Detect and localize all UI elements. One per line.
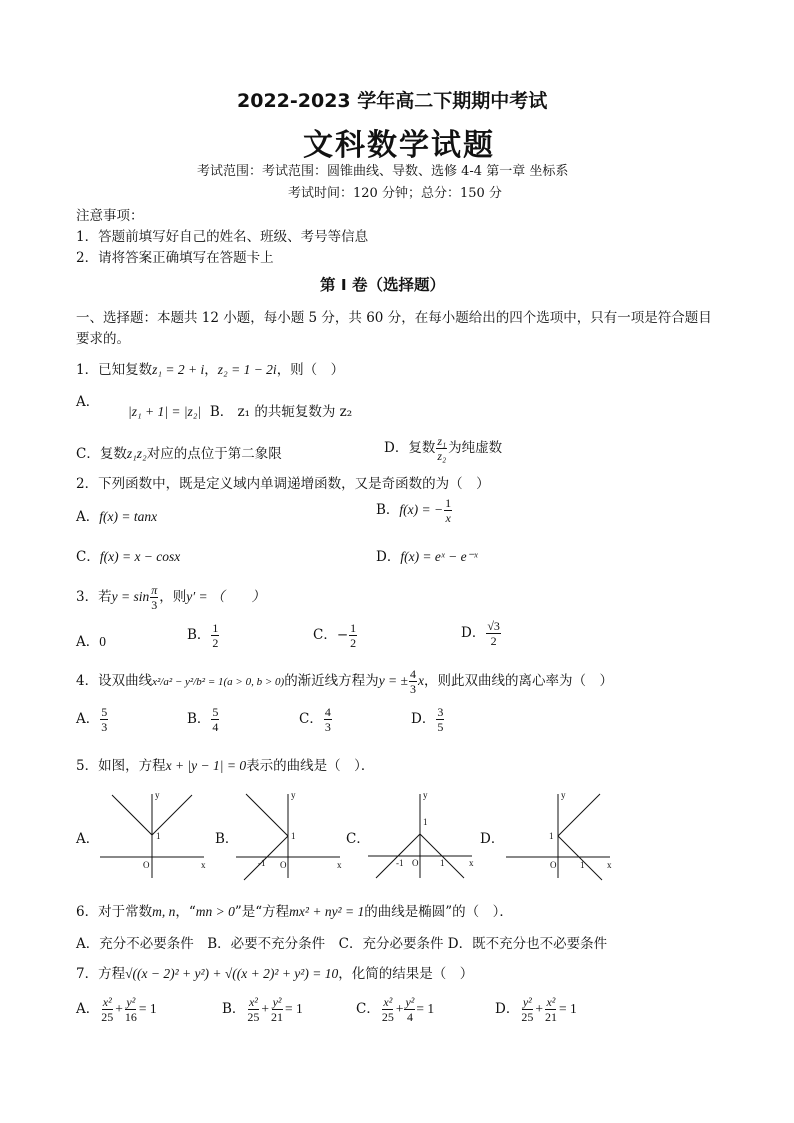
q5-option-b-label: B． [215, 831, 239, 847]
q7-stem: 7．方程√((x − 2)² + y²) + √((x + 2)² + y²) = 10，化简的结果是（ ） [76, 966, 474, 982]
q5-option-a-label: A． [76, 831, 100, 847]
graph-one-label: 1 [291, 831, 296, 841]
q5-graph-a [100, 790, 210, 882]
q7-option-d: D． $\frac{\text{y²}}{25}$ + $\frac{\text{x²}}{21}$ = 1 [495, 995, 577, 1024]
graph-y-label: y [423, 790, 428, 800]
graph-one-label: 1 [423, 817, 428, 827]
q3-option-a: A．0 [76, 634, 106, 650]
graph-origin-label: O [280, 860, 287, 870]
q4-stem: 4．设双曲线x²/a² − y²/b² = 1(a > 0, b > 0)的渐近线方程为y = ± $\frac{4}{3}$ x，则此双曲线的离心率为（ ） [76, 667, 613, 696]
notice-item-1: 1．答题前填写好自己的姓名、班级、考号等信息 [76, 229, 369, 245]
notice-item-2: 2．请将答案正确填写在答题卡上 [76, 250, 274, 266]
q1-stem: 1．已知复数z₁ = 2 + i，z₂ = 1 − 2i，则（ ） [76, 362, 345, 378]
graph-neg-one-label: -1 [396, 858, 404, 868]
q3-option-d: D． $\frac{√3}{2}$ [461, 619, 500, 648]
graph-origin-label: O [143, 860, 150, 870]
q1-option-c: C．复数z₁z₂对应的点位于第二象限 [76, 446, 282, 462]
q1-option-a-math: |z₁ + 1| = |z₂| [128, 404, 202, 419]
q5-graph-c [368, 790, 478, 882]
q4-option-b: B． $\frac{5}{4}$ [187, 705, 219, 734]
graph-one-label: 1 [156, 831, 161, 841]
q5-option-c-label: C． [346, 831, 370, 847]
q7-option-a: A． $\frac{\text{x²}}{25}$ + $\frac{\text{y²}}{16}$ = 1 [76, 995, 157, 1024]
graph-one-x-label: 1 [440, 858, 445, 868]
graph-y-label: y [291, 790, 296, 800]
instructions-line-1: 一、选择题：本题共 12 小题，每小题 5 分，共 60 分，在每小题给出的四个选项中，只有一项是符合题目 [76, 310, 712, 326]
graph-x-label: x [337, 860, 342, 870]
q6-options: A．充分不必要条件 B．必要不充分条件 C．充分必要条件 D．既不充分也不必要条件 [76, 936, 608, 952]
q4-option-a: A． $\frac{5}{3}$ [76, 705, 108, 734]
q4-option-d: D． $\frac{3}{5}$ [411, 705, 444, 734]
q5-stem: 5．如图，方程x + |y − 1| = 0表示的曲线是（ ）． [76, 758, 375, 774]
graph-neg-one-label: -1 [258, 858, 266, 868]
graph-x-label: x [469, 858, 474, 868]
section-title: 第 I 卷（选择题） [320, 276, 446, 294]
q3-stem: 3．若y = sin $\frac{\pi}{3}$ ，则y′ = （ ） [76, 583, 266, 612]
q5-graph-b [236, 790, 346, 882]
graph-y-label: y [155, 790, 160, 800]
q1-option-d: D．复数 $\frac{\text{z₁}}{\text{z₂}}$ 为纯虚数 [384, 434, 503, 463]
notice-heading: 注意事项： [76, 208, 144, 224]
q1-option-ab: |z₁ + 1| = |z₂| B． z₁ 的共轭复数为 z₂ [128, 404, 353, 420]
q6-stem: 6．对于常数m, n，“mn > 0”是“方程mx² + ny² = 1的曲线是椭圆”的（ ）． [76, 904, 513, 920]
q7-option-b: B． $\frac{\text{x²}}{25}$ + $\frac{\text{y²}}{21}$ = 1 [222, 995, 303, 1024]
exam-scope: 考试范围：考试范围：圆锥曲线、导数、选修 4-4 第一章 坐标系 [197, 164, 569, 179]
q3-option-b: B． $\frac{1}{2}$ [187, 621, 219, 650]
graph-origin-label: O [412, 858, 419, 868]
graph-origin-label: O [550, 860, 557, 870]
q2-option-b: B．f(x) = − $\frac{1}{x}$ [376, 496, 452, 525]
q5-option-d-label: D． [480, 831, 505, 847]
graph-one-x-label: 1 [580, 860, 585, 870]
exam-title: 2022-2023 学年高二下期期中考试 [237, 90, 548, 112]
q1-option-b-text: z₁ 的共轭复数为 z₂ [237, 404, 353, 420]
q2-stem: 2．下列函数中，既是定义域内单调递增函数，又是奇函数的为（ ） [76, 476, 490, 492]
q1-option-a-label: A． [76, 394, 100, 410]
graph-one-label: 1 [549, 831, 554, 841]
graph-x-label: x [201, 860, 206, 870]
graph-y-label: y [561, 790, 566, 800]
q4-option-c: C． $\frac{4}{3}$ [299, 705, 331, 734]
q2-option-a: A．f(x) = tanx [76, 509, 158, 525]
q3-option-c: C．− $\frac{1}{2}$ [313, 621, 357, 650]
q5-graph-d [506, 790, 616, 882]
graph-x-label: x [607, 860, 612, 870]
exam-time: 考试时间：120 分钟；总分：150 分 [288, 186, 502, 201]
q7-option-c: C． $\frac{\text{x²}}{25}$ + $\frac{\text{y²}}{4}$ = 1 [356, 995, 435, 1024]
q2-option-d: D．f(x) = eˣ − e⁻ˣ [376, 549, 478, 565]
instructions-line-2: 要求的。 [76, 331, 130, 347]
subject-title: 文科数学试题 [303, 128, 495, 163]
q2-option-c: C．f(x) = x − cosx [76, 549, 181, 565]
